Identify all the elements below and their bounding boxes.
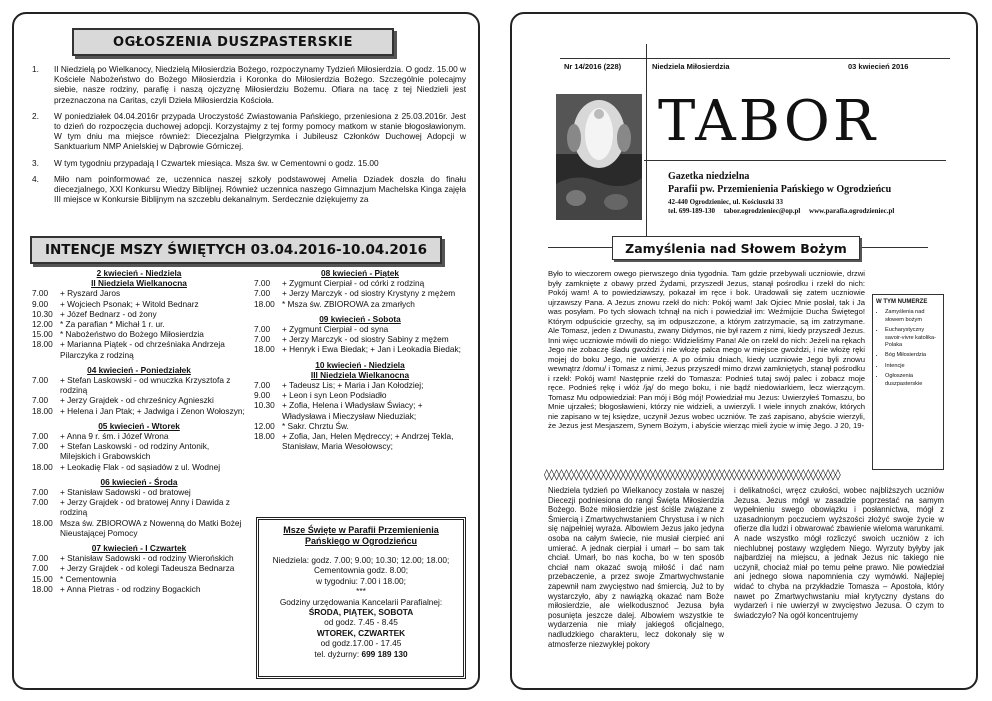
mass-intention: + Stanisław Sadowski - od bratowej [60,487,191,498]
mass-intention-row [254,334,466,344]
mass-intention-row [32,329,246,339]
mass-intention: + Jerzy Grajdek - od kolegi Tadeusza Bednarza [60,563,235,574]
office-hours-1: od godz. 7.45 - 8.45 [324,617,398,628]
in-this-issue-item: • Bóg Miłosierdzia [885,352,940,359]
notice-text: Miło nam poinformować ze, uczennica naszej szkoły podstawowej Amelia Dziadek doszła do finału diecezjalnego, XXI Konkursu Wiedzy Biblijnej. Również uczennica naszego Gimnazjum Machelska Kinga zajęła III miejsce w Konkursie Biblijnym na szczeblu dekanalnym. Serdecznie dziękujemy za [54,173,466,205]
mass-time: 7.00 [32,553,49,564]
mass-intention: + Zygmunt Cierpiał - od syna [282,324,389,335]
mass-intention: + Zofia, Helena i Władysław Świacy; + Władysława i Mieczysław Nieduziak; [282,400,423,421]
in-this-issue-box [872,294,944,470]
mass-intention: + Leon i syn Leon Podsiadło [282,390,387,401]
mass-intention-row [254,431,466,451]
mass-intention-row [32,553,246,563]
in-this-issue-title: W TYM NUMERZE [876,299,928,305]
mass-time: 7.00 [32,487,49,498]
mass-time: 12.00 [254,420,275,431]
mass-intention-row [32,319,246,329]
masthead-top-rule [560,58,950,59]
mass-intention-row [32,563,246,573]
office-label: Godziny urzędowania Kancelarii Parafialnej: [279,596,443,607]
phone-number: 699 189 130 [361,648,408,659]
weekday-times: w tygodniu: 7.00 i 18.00; [316,575,406,586]
day-heading: 05 kwiecień - Wtorek [98,420,180,431]
notices-list [28,64,466,210]
spacer [32,594,246,599]
mass-intention: * Msza św. ZBIOROWA za zmarłych [282,298,415,309]
mass-intention-row [254,278,466,288]
mass-intention-row [254,380,466,390]
mass-intention-row [32,395,246,405]
mass-intention: + Anna Pietras - od rodziny Bogackich [60,583,201,594]
mass-time: 7.00 [32,375,49,386]
notice-text: W tym tygodniu przypadają I Czwartek miesiąca. Msza św. w Cementowni o godz. 15.00 [54,157,379,168]
mass-intention-row [32,584,246,594]
section-title: Zamyślenia nad Słowem Bożym [612,236,860,260]
mass-intention: + Jerzy Marczyk - od siostry Sabiny z mężem [282,334,449,345]
mass-time: 7.00 [32,288,49,299]
office-days-1: ŚRODA, PIĄTEK, SOBOTA [308,607,414,618]
mass-intention: Msza św. ZBIOROWA z Nowenną do Matki Bożej Nieustającej Pomocy [60,517,242,538]
sunday-times: Niedziela: godz. 7.00; 9.00; 10.30; 12.00; 18.00; [272,555,450,565]
gospel-reflection: Było to wieczorem owego pierwszego dnia tygodnia. Tam gdzie przebywali uczniowie, drzwi były zamknięte z obawy przed Żydami, przyszedł Jezus, stanął pośrodku i rzekł do nich: Pokój wam! A to powiedziawszy, pokazał im ręce i bok. Uradowali się zatem uczniowie ujrzawszy Pana. A Jezus znowu rzekł do nich: Pokój wam! Jak Ojciec Mnie posłał, tak i Ja was posyłam. Po tych słowach tchnął na nich i powiedział im: Weźmijcie Ducha Świętego! Którym odpuścicie grzechy, są im odpuszczone, a którym zatrzymacie, są im zatrzymane. Ale Tomasz, jeden z Dwunastu, zwany Didymos, nie był razem z nimi, kiedy przyszedł Jezus. Inni więc uczniowie mówili do niego: Widzieliśmy Pana! Ale on rzekł do nich: Jeżeli na rękach Jego nie zobaczę śladu gwoździ i nie włożę palca mego w miejsce gwoździ, i nie włożę ręki mojej do boku Jego, nie uwierzę. A po ośmiu dniach, kiedy uczniowie Jego byli znowu wewnątrz /domu/ i Tomasz z nimi, Jezus przyszedł mimo drzwi zamkniętych, stanął pośrodku i rzekł: Pokój wam! Następnie rzekł do Tomasza: Podnieś tutaj swój palec i zobacz moje ręce. Podnieś rękę i włóż /ją/ do mego boku, i nie bądź niedowiarkiem, lecz wierzącym. Tomasz Mu odpowiedział: Pan mój i Bóg mój! Powiedział mu Jezus: Uwierzyłeś Tomaszu, bo Mnie ujrzałeś; błogosławieni, którzy nie widzieli, a uwierzyli. I wiele innych znaków, których nie zapisano w tej księdze, uczynił Jezus wobec uczniów. Te zaś zapisano, abyście wierzyli, że Jezus jest Mesjaszem, Synem Bożym, i abyście wierząc mieli życie w imię Jego. J 20, 19- [548,269,865,430]
mass-intention: + Henryk i Ewa Biedak; + Jan i Leokadia Biedak; [282,344,461,355]
mass-intention: + Stanisław Sadowski - od rodziny Wierońskich [60,553,234,564]
intentions-banner: INTENCJE MSZY ŚWIĘTYCH 03.04.2016-10.04.2016 [30,236,442,264]
mass-intention: + Tadeusz Lis; + Maria i Jan Kołodziej; [282,380,424,391]
notice-text: W poniedziałek 04.04.2016r przypada Uroczystość Zwiastowania Pańskiego, przeniesiona z 25.03.2016r. Jest to dzień do rozpoczęcia duchowej adopcji. Korzystajmy z tej formy pomocy matkom w stanie błogosławionym. W tym dniu ma miejsce również: Diecezjalna Pielgrzymka i Jubileusz Członków Duchowej Adopcji w Sanktuarium NMP Anielskiej w Dąbrowie Górniczej. [54,110,466,152]
masthead-vertical-rule [646,44,647,244]
mass-time: 18.00 [32,517,53,528]
mass-intention-row [32,462,246,472]
mass-intention-row [254,390,466,400]
mass-time: 18.00 [32,339,53,350]
mass-time: 7.00 [32,395,49,406]
mass-time: 7.00 [254,324,271,335]
mass-time: 12.00 [32,319,53,330]
notice-number: 3. [32,157,39,168]
day-subheading: II Niedziela Wielkanocna [91,278,187,289]
mass-intention-row [32,431,246,441]
day-heading: 10 kwiecień - Niedziela [315,359,405,370]
mass-time: 7.00 [254,380,271,391]
mass-time: 18.00 [254,298,275,309]
mass-schedule-box [256,517,466,679]
mass-intention: + Stefan Laskowski - od wnuczka Krzysztofa z rodziną [60,375,231,396]
contact-line: tel. 699-189-130 tabor.ogrodzieniec@op.pl www.parafia.ogrodzieniec.pl [668,207,895,215]
mass-intention: + Jerzy Grajdek - od chrześnicy Agnieszki [60,395,214,406]
transfiguration-image [556,94,642,220]
mass-time: 10.30 [254,400,275,411]
right-page [510,12,978,690]
mass-intention: + Anna 9 r. śm. i Józef Wrona [60,431,169,442]
mass-intention-row [254,324,466,334]
notice-item [28,158,466,168]
mass-time: 18.00 [32,405,53,416]
mass-intention-row [32,339,246,359]
mass-intention-row [32,309,246,319]
separator-stars: *** [356,586,366,597]
notice-number: 2. [32,110,39,121]
intentions-column-1 [32,268,246,599]
day-heading: 07 kwiecień - I Czwartek [91,543,187,554]
in-this-issue-item: • Zamyślenia nad słowem bożym [885,309,940,324]
mass-intention: + Jerzy Grajdek - od bratowej Anny i Dawida z rodziną [60,497,230,518]
spacer [254,451,466,456]
masthead-rule [644,160,946,161]
decorative-divider: ◊◊◊◊◊◊◊◊◊◊◊◊◊◊◊◊◊◊◊◊◊◊◊◊◊◊◊◊◊◊◊◊◊◊◊◊◊◊◊◊◊◊◊◊◊◊◊◊◊◊◊◊◊◊◊◊◊◊◊◊ [544,468,841,481]
mass-time: 7.00 [32,441,49,452]
notices-banner: OGŁOSZENIA DUSZPASTERSKIE [72,28,394,56]
left-page [12,12,480,690]
mass-intention-row [32,375,246,395]
masthead-address [668,198,894,216]
phone-line [263,649,459,659]
mass-intention-row [254,421,466,431]
mass-intention-row [32,406,246,416]
mass-intention: * Za parafian * Michał 1 r. ur. [60,319,165,330]
mass-time: 15.00 [32,573,53,584]
mass-intention-row [32,487,246,497]
subtitle-line-1: Gazetka niedzielna [668,171,750,182]
mass-intention-row [32,518,246,538]
issue-number: Nr 14/2016 (228) [564,62,622,71]
mass-time: 18.00 [32,583,53,594]
day-heading: 2 kwiecień - Niedziela [96,268,182,278]
mass-time: 7.00 [254,278,271,289]
mass-intention: + Zofia, Jan, Helen Mędreccy; + Andrzej Tekla, Stanisław, Maria Wesołowscy; [282,431,454,452]
in-this-issue-item: • Ogłoszenia duszpasterskie [885,373,940,388]
intentions-column-2 [254,268,466,456]
mass-intention: * Sakr. Chrztu Św. [282,420,349,431]
mass-time: 18.00 [254,344,275,355]
notice-item [28,64,466,105]
masthead-subtitle [668,170,891,196]
notice-item [28,111,466,152]
mass-intention-row [32,299,246,309]
mass-intention: + Zygmunt Cierpiał - od córki z rodziną [282,278,425,289]
mass-intention: * Nabożeństwo do Bożego Miłosierdzia [60,329,204,340]
notice-text: II Niedzielą po Wielkanocy, Niedzielą Miłosierdzia Bożego, rozpoczynamy Tydzień Miłosierdzia. O godz. 15.00 w Kościele Nabożeństwo do Bożego Miłosierdzia i Koronka do Miłosierdzia Bożego. Szczególnie polecajmy siebie, nasze rodziny, parafię i naszą ojczyznę Miłosierdziu Bożemu. Ofiara na tacę z tej Niedzieli jest przeznaczona na Caritas, czyli Dzieła Miłosierdzia Kościoła. [54,64,466,105]
in-this-issue-list [876,309,940,388]
mass-intention-row [254,288,466,298]
day-subheading: III Niedziela Wielkanocna [310,369,410,380]
day-heading: 09 kwiecień - Sobota [319,313,401,324]
day-heading: 08 kwiecień - Piątek [321,268,399,278]
cement-times: Cementownia godz. 8.00; [313,565,409,576]
day-heading: 04 kwiecień - Poniedziałek [87,364,191,375]
article-column-2: i delikatności, wręcz czułości, wobec najbliższych uczniów Jezusa. Jezus mógł w zasadzie poprzestać na samym wypełnieniu swego obowiązku i posłannictwa, mógł z uzasadnionym poczuciem wyższości złożyć swoje życie w ofierze dla ludzi i obwarować zbawienie wieloma warunkami. A nade wszystko mógł rozliczyć swoich uczniów z ich niechlubnej postawy względem Niego. Wyrzuty byłyby jak najbardziej na miejscu, a jednak Jezus nic takiego nie uczynił, chociaż miał po temu pełne prawo. Nie powiedział ani jednego słowa napomnienia czy wymówki. Najlepiej widać to chyba na przykładzie Tomasza – Apostoła, który nawet po Zmartwychwstaniu miał krytyczny dystans do wydarzeń i nie uwierzył w zwycięstwo Jezusa. O czym to świadczyło? Na ogół koncentrujemy [734,486,944,620]
mass-intention-row [254,299,466,309]
mass-time: 18.00 [32,461,53,472]
masthead-title: TABOR [658,89,878,154]
mass-intention: + Ryszard Jaros [60,288,121,299]
mass-time: 15.00 [32,329,53,340]
notice-item [28,174,466,205]
address-line: 42-440 Ogrodzieniec, ul. Kościuszki 33 [668,198,783,206]
phone-label: tel. dyżurny: [314,648,360,659]
mass-intention-row [32,497,246,517]
mass-intention-row [32,441,246,461]
mass-time: 7.00 [32,497,49,508]
office-hours-2: od godz.17.00 - 17.45 [320,638,402,649]
mass-schedule-title: Msze Święte w Parafii Przemienienia Pańskiego w Ogrodzieńcu [283,525,439,546]
mass-intention: + Jerzy Marczyk - od siostry Krystyny z mężem [282,288,456,299]
mass-intention: + Marianna Piątek - od chrześniaka Andrzeja Pilarczyka z rodziną [60,339,225,360]
notice-number: 1. [32,64,39,74]
mass-intention: + Stefan Laskowski - od rodziny Antonik, Milejskich i Grabowskich [60,441,210,462]
mass-time: 9.00 [254,390,271,401]
in-this-issue-item: • Intencje [885,363,940,370]
mass-time: 9.00 [32,298,49,309]
mass-intention: * Cementownia [60,573,117,584]
mass-intention: + Józef Bednarz - od żony [60,308,157,319]
subtitle-line-2: Parafii pw. Przemienienia Pańskiego w Ogrodzieńcu [668,184,892,195]
office-days-2: WTOREK, CZWARTEK [316,627,406,638]
mass-intention: + Leokadię Flak - od sąsiadów z ul. Wodnej [60,461,221,472]
mass-time: 18.00 [254,431,275,442]
article-column-1: Niedziela tydzień po Wielkanocy została w naszej Diecezji podniesiona do rangi Święta Miłosierdzia Bożego. Boże miłosierdzie jest ściśle związane z Śmiercią i Zmartwychwstaniem Chrystusa i w nich się najpełniej wyraża. Albowiem Jezus jako jedyna osoba na całym świecie, nie musiał cierpieć ani umierać. A jednak cierpiał i umarł – bo sam tak chciał. Umarł, bo nas kocha, bo w ten sposób chciał nam okazać swoją miłość i dać nam przebaczenie, a przez swoje Zmartwychwstanie zapewnił nam zwycięstwo nad śmiercią. Już to by wystarczyło, aby z nawiązką okazać nam Boże miłosierdzie, ale wielkodusznoć Jezusa była posunięta jeszcze dalej. Albowiem wszystkie te wydarzenia nie miały jakiegoś oficjalnego, nadludzkiego charakteru, lecz dokonały się w atmosferze niezwykłej pokory [548,486,724,649]
notice-number: 4. [32,173,39,184]
issue-date: 03 kwiecień 2016 [848,62,909,71]
day-heading: 06 kwiecień - Środa [100,476,178,487]
mass-intention: + Wojciech Psonak; + Witold Bednarz [60,298,199,309]
issue-name: Niedziela Miłosierdzia [652,62,730,71]
mass-intention: + Helena i Jan Ptak; + Jadwiga i Zenon Wołoszyn; [60,405,245,416]
mass-intention-row [254,400,466,420]
mass-time: 7.00 [254,288,271,299]
mass-intention-row [32,574,246,584]
mass-intention-row [254,344,466,354]
mass-time: 7.00 [32,431,49,442]
mass-time: 7.00 [32,563,49,574]
mass-time: 7.00 [254,334,271,345]
mass-time: 10.30 [32,308,53,319]
in-this-issue-item: • Eucharystyczny savoir-vivre katolika-Polaka [885,327,940,349]
mass-intention-row [32,288,246,298]
